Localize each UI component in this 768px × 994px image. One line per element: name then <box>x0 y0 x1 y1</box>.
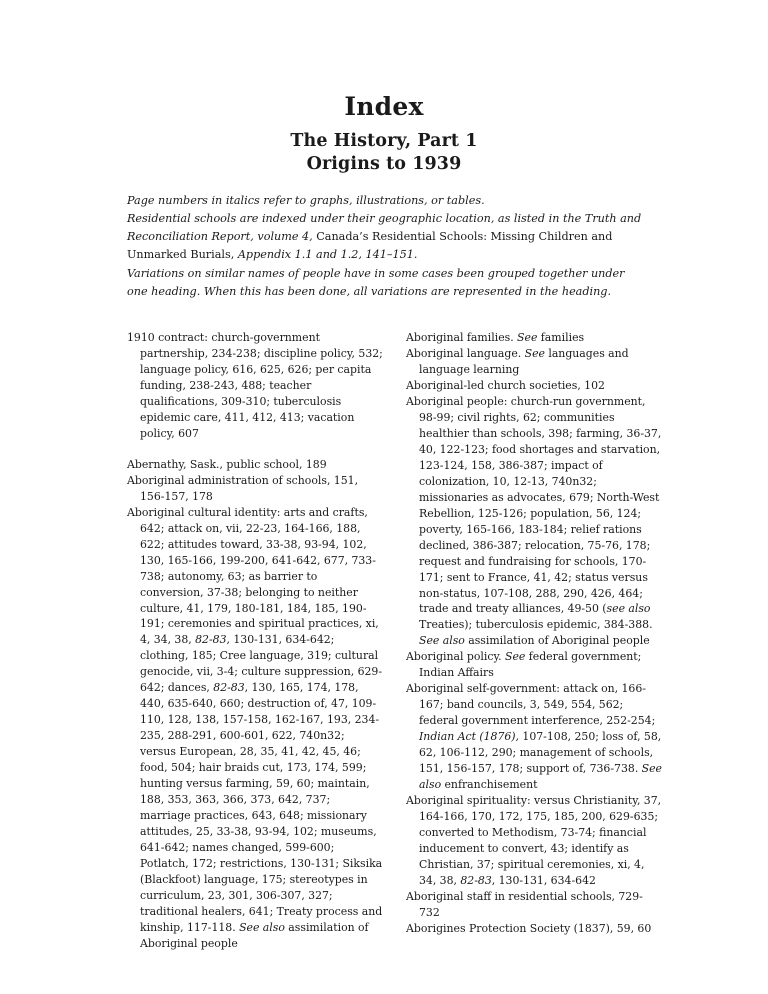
roman-run: Aboriginal people: church-run government, 98-99; civil rights, 62; communities healthier than schools, 398; farming, 36-37, 40, 122-123; food shortages and starvation, 123-124, 158, 386-387; impact of colonization, 10, 12-13, 740n32; missionaries as advocates, 679; North-West Rebellion, 125-126; population, 56, 124; poverty, 165-166, 183-184; relief rations declined, 386-387; relocation, 75-76, 178; request and fundraising for schools, 170-171; sent to France, 41, 42; status versus non-status, 107-108, 288, 290, 426, 464; trade and treaty alliances, 49-50 ( <box>406 394 662 616</box>
note-italics <box>127 192 645 210</box>
roman-run: Aboriginal-led church societies, 102 <box>406 378 605 392</box>
index-columns <box>127 330 663 952</box>
italic-run: Residential schools are indexed under their geographic location, as listed in the Truth and Reconciliation Report, volume 4, <box>127 212 642 244</box>
italic-run: See <box>524 346 545 360</box>
entry-aboriginal-administration <box>127 473 384 505</box>
roman-run: Aboriginal families. <box>406 331 518 344</box>
italic-run: Page numbers in italics refer to graphs, illustrations, or tables. <box>127 194 485 207</box>
roman-run: families <box>537 331 585 344</box>
italic-run: Appendix 1.1 and 1.2, 141–151. <box>237 248 418 262</box>
entry-aboriginal-led-church-societies <box>406 378 663 394</box>
roman-run: Aboriginal language. <box>406 346 525 360</box>
note-variations <box>127 265 645 301</box>
right-column <box>406 330 663 937</box>
page-subtitle-volume: The History, Part 1 <box>290 130 478 151</box>
italic-run: Variations on similar names of people have in some cases been grouped together under one heading. When this has been done, all variations are represented in the heading. <box>127 266 625 298</box>
roman-run: , 130, 165, 174, 178, 440, 635-640, 660; destruction of, 47, 109-110, 128, 138, 157-158, 162-167, 193, 234-235, 288-291, 600-601, 622, 740n32; versus European, 28, 35, 41, 42, 45, 46; food, 504; hair braids cut, 173, 174, 599; hunting versus farming, 59, 60; maintain, 188, 353, 363, 366, 373, 642, 737; marriage practices, 643, 648; missionary attitudes, 25, 33-38, 93-94, 102; museums, 641-642; names changed, 599-600; Potlatch, 172; restrictions, 130-131; Siksika (Blackfoot) language, 175; stereotypes in curriculum, 23, 301, 306-307, 327; traditional healers, 641; Treaty process and kinship, 117-118. <box>140 681 383 934</box>
entry-aborigines-protection-society <box>406 921 663 937</box>
roman-run: Aboriginal staff in residential schools, 729-732 <box>406 889 643 919</box>
entry-aboriginal-language <box>406 346 663 378</box>
roman-run: assimilation of Aboriginal people <box>464 634 650 648</box>
entry-aboriginal-spirituality <box>406 793 663 889</box>
entry-aboriginal-self-government <box>406 681 663 793</box>
roman-run: Aboriginal spirituality: versus Christianity, 37, 164-166, 170, 172, 175, 185, 200, 629-635; converted to Methodism, 73-74; financial inducement to convert, 43; identify as Christian, 37; spiritual ceremonies, xi, 4, 34, 38, <box>406 794 662 887</box>
roman-run: , 130-131, 634-642; clothing, 185; Cree language, 319; cultural genocide, vii, 3-4; culture suppression, 629-642; dances, <box>140 633 383 695</box>
entry-aboriginal-policy <box>406 649 663 681</box>
italic-run: See also <box>419 762 663 792</box>
roman-run: Aboriginal self-government: attack on, 166-167; band councils, 3, 549, 554, 562; federal government interference, 252-254; <box>406 682 656 728</box>
roman-run: Aboriginal policy. <box>406 650 506 664</box>
italic-run: See also <box>419 634 465 648</box>
entry-aboriginal-families <box>406 330 663 346</box>
roman-run: 1910 contract: church-government partnership, 234-238; discipline policy, 532; language policy, 616, 625, 626; per capita funding, 238-243, 488; teacher qualifications, 309-310; tuberculosis epidemic care, 411, 412, 413; vacation policy, 607 <box>127 331 383 440</box>
roman-run: Abernathy, Sask., public school, 189 <box>127 457 327 471</box>
roman-run: Canada’s Residential Schools: Missing Children and Unmarked Burials, <box>127 230 613 262</box>
roman-run: Aborigines Protection Society (1837), 59, 60 <box>406 921 652 935</box>
italic-run: See <box>517 331 538 344</box>
entry-aboriginal-cultural-identity <box>127 505 384 952</box>
entry-aboriginal-people <box>406 394 663 650</box>
left-column <box>127 330 384 952</box>
roman-run: , 130-131, 634-642 <box>491 873 596 887</box>
note-residential-schools <box>127 210 645 264</box>
roman-run: Aboriginal cultural identity: arts and crafts, 642; attack on, vii, 22-23, 164-166, 188, 622; attitudes toward, 33-38, 93-94, 102, 130, 165-166, 199-200, 641-642, 677, 733-738; autonomy, 63; as barrier to conversion, 37-38; belonging to neither culture, 41, 179, 180-181, 184, 185, 190-191; ceremonies and spiritual practices, xi, 4, 34, 38, <box>127 505 379 647</box>
italic-run: 82-83 <box>195 633 227 647</box>
roman-run: 107-108, 250; loss of, 58, 62, 106-112, 290; management of schools, 151, 156-157, 178; support of, 736-738. <box>419 730 662 776</box>
roman-run: enfranchisement <box>441 778 538 792</box>
roman-run: languages and language learning <box>419 346 629 376</box>
italic-run: Indian Act (1876), <box>419 730 520 744</box>
page-title: Index <box>344 92 424 121</box>
title-block <box>0 92 768 177</box>
italic-run: 82-83 <box>213 681 245 695</box>
roman-run: Treaties); tuberculosis epidemic, 384-388. <box>419 618 653 632</box>
roman-run: assimilation of Aboriginal people <box>140 920 369 950</box>
roman-run: federal government; Indian Affairs <box>419 650 642 680</box>
page-subtitle-period: Origins to 1939 <box>306 154 462 175</box>
preamble-notes <box>127 192 645 301</box>
roman-run: Aboriginal administration of schools, 151, 156-157, 178 <box>127 473 359 503</box>
entry-abernathy <box>127 457 384 473</box>
italic-run: see also <box>606 602 651 616</box>
italic-run: See also <box>239 920 285 934</box>
entry-aboriginal-staff <box>406 889 663 921</box>
italic-run: 82-83 <box>460 873 492 887</box>
italic-run: See <box>505 650 526 664</box>
entry-1910-contract <box>127 330 384 442</box>
